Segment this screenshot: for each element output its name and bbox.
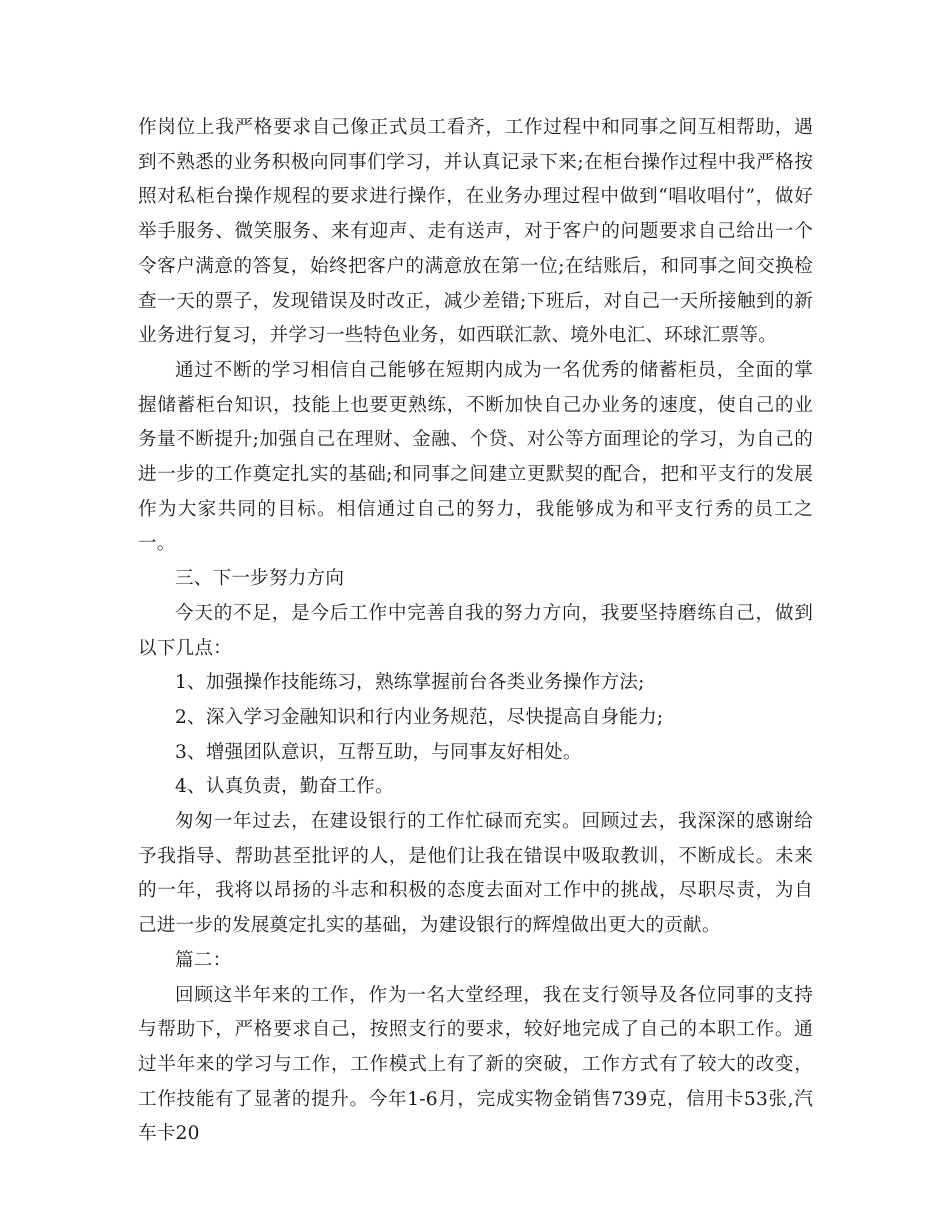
paragraph-review: 回顾这半年来的工作，作为一名大堂经理，我在支行领导及各位同事的支持与帮助下，严格要求自己，按照支行的要求，较好地完成了自己的本职工作。通过半年来的学习与工作，工作模式上有了新的突破，工作方式有了较大的改变，工作技能有了显著的提升。今年1-6月，完成实物金销售739克，信用卡53张,汽车卡20: [138, 984, 813, 1145]
list-item: 2、深入学习金融知识和行内业务规范，尽快提高自身能力;: [175, 706, 664, 728]
list-item: 1、加强操作技能练习，熟练掌握前台各类业务操作方法;: [175, 672, 645, 694]
list-item: 4、认真负责，勤奋工作。: [175, 776, 394, 798]
list-item: 3、增强团队意识，互帮互助，与同事友好相处。: [175, 741, 582, 763]
section-heading-next-steps: 三、下一步努力方向: [175, 568, 345, 590]
section-heading-part-two: 篇二：: [175, 949, 232, 971]
paragraph-conclusion: 匆匆一年过去，在建设银行的工作忙碌而充实。回顾过去，我深深的感谢给予我指导、帮助甚至批评的人，是他们让我在错误中吸取教训，不断成长。未来的一年，我将以昂扬的斗志和积极的态度去面对工作中的挑战，尽职尽责，为自己进一步的发展奠定扎实的基础，为建设银行的辉煌做出更大的贡献。: [138, 811, 813, 937]
paragraph-duties: 作岗位上我严格要求自己像正式员工看齐，工作过程中和同事之间互相帮助，遇到不熟悉的业务积极向同事们学习，并认真记录下来;在柜台操作过程中我严格按照对私柜台操作规程的要求进行操作，在业务办理过程中做到“唱收唱付”，做好举手服务、微笑服务、来有迎声、走有送声，对于客户的问题要求自己给出一个令客户满意的答复，始终把客户的满意放在第一位;在结账后，和同事之间交换检查一天的票子，发现错误及时改正，减少差错;下班后，对自己一天所接触到的新业务进行复习，并学习一些特色业务，如西联汇款、境外电汇、环球汇票等。: [138, 117, 813, 347]
paragraph-goals: 通过不断的学习相信自己能够在短期内成为一名优秀的储蓄柜员，全面的掌握储蓄柜台知识，技能上也要更熟练，不断加快自己办业务的速度，使自己的业务量不断提升;加强自己在理财、金融、个贷、对公等方面理论的学习，为自己的进一步的工作奠定扎实的基础;和同事之间建立更默契的配合，把和平支行的发展作为大家共同的目标。相信通过自己的努力，我能够成为和平支行秀的员工之一。: [138, 359, 813, 555]
document-body: [138, 111, 813, 1152]
paragraph-shortcomings: 今天的不足，是今后工作中完善自我的努力方向，我要坚持磨练自己，做到以下几点：: [138, 602, 813, 659]
